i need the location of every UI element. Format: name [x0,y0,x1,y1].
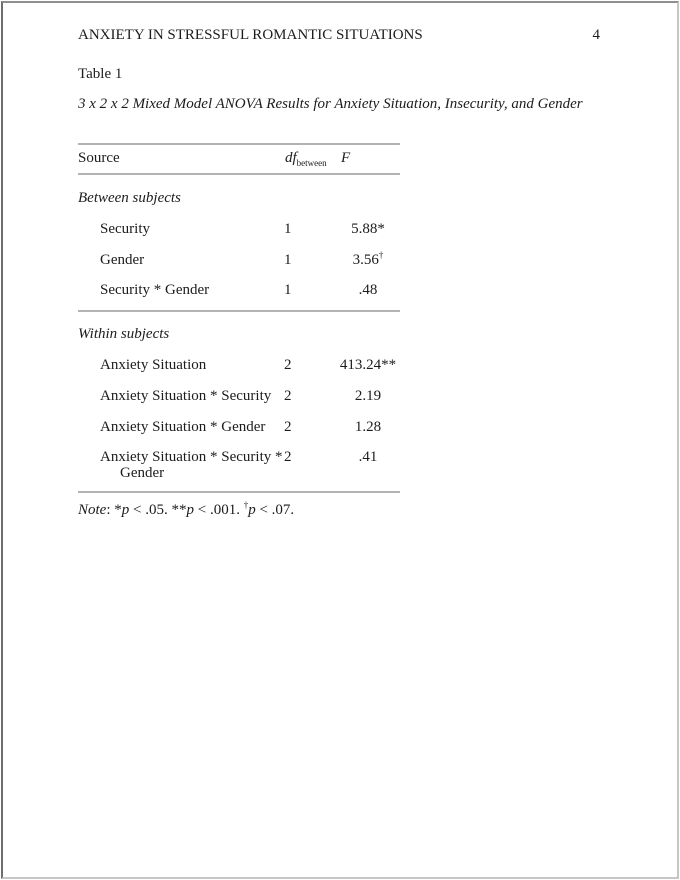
table-rule-top [78,143,400,145]
table-row [78,357,400,373]
row-df-value: 2 [284,388,292,404]
row-f-value [318,357,418,373]
row-label: Security [100,221,150,237]
row-df-value: 1 [284,252,292,268]
df-symbol: df [285,150,297,166]
table-label: Table 1 [78,66,123,82]
note-label: Note [78,502,107,518]
row-label: Anxiety Situation [100,357,207,373]
f-number: .41 [358,449,378,465]
f-number: 5.88* [351,221,385,237]
note-text: < .05. ** [129,502,187,518]
row-df-value: 2 [284,449,292,465]
note-text: : * [106,502,122,518]
row-df-value: 2 [284,419,292,435]
page-border [1,1,679,879]
row-label-wrap: Gender [120,465,165,481]
running-head: ANXIETY IN STRESSFUL ROMANTIC SITUATIONS [78,27,423,43]
row-label: Anxiety Situation * Security * [100,449,283,465]
row-df-value: 1 [284,282,292,298]
table-rule-header [78,173,400,175]
row-df-value: 2 [284,357,292,373]
section-heading-between-subjects: Between subjects [78,190,181,206]
df-subscript: between [296,158,327,168]
row-f-value [318,449,418,465]
note-p-symbol: p [121,502,130,518]
f-number: .48 [358,282,378,298]
row-f-value [318,282,418,298]
table-row [78,221,400,237]
row-label: Anxiety Situation * Gender [100,419,266,435]
table-row [78,449,400,481]
table-row [78,282,400,298]
section-heading-within-subjects: Within subjects [78,326,170,342]
table-note [78,502,294,518]
table-title: 3 x 2 x 2 Mixed Model ANOVA Results for Anxiety Situation, Insecurity, and Gender [78,96,583,112]
row-label: Anxiety Situation * Security [100,388,272,404]
column-header-source: Source [78,150,120,166]
f-number: 2.19 [354,388,382,404]
row-f-value [318,388,418,404]
page-number: 4 [592,27,600,43]
table-row [78,419,400,435]
row-label: Gender [100,252,145,268]
row-f-value [318,252,418,268]
row-f-value [318,221,418,237]
row-label: Security * Gender [100,282,210,298]
note-text: < .07. [255,502,295,518]
f-number: 3.56 [352,252,379,268]
row-df-value: 1 [284,221,292,237]
table-rule-bottom [78,491,400,493]
column-header-f: F [341,150,351,166]
table-rule-mid [78,310,400,312]
row-f-value [318,419,418,435]
f-number: 1.28 [354,419,382,435]
f-number: 413.24** [339,357,397,373]
note-dagger-symbol: † [243,500,249,510]
f-marker: † [378,250,384,260]
note-p-symbol: p [186,502,194,518]
column-header-df [285,150,327,171]
table-row [78,388,400,404]
table-row [78,252,400,268]
note-p-symbol: p [248,502,256,518]
note-text: < .001. [193,502,244,518]
